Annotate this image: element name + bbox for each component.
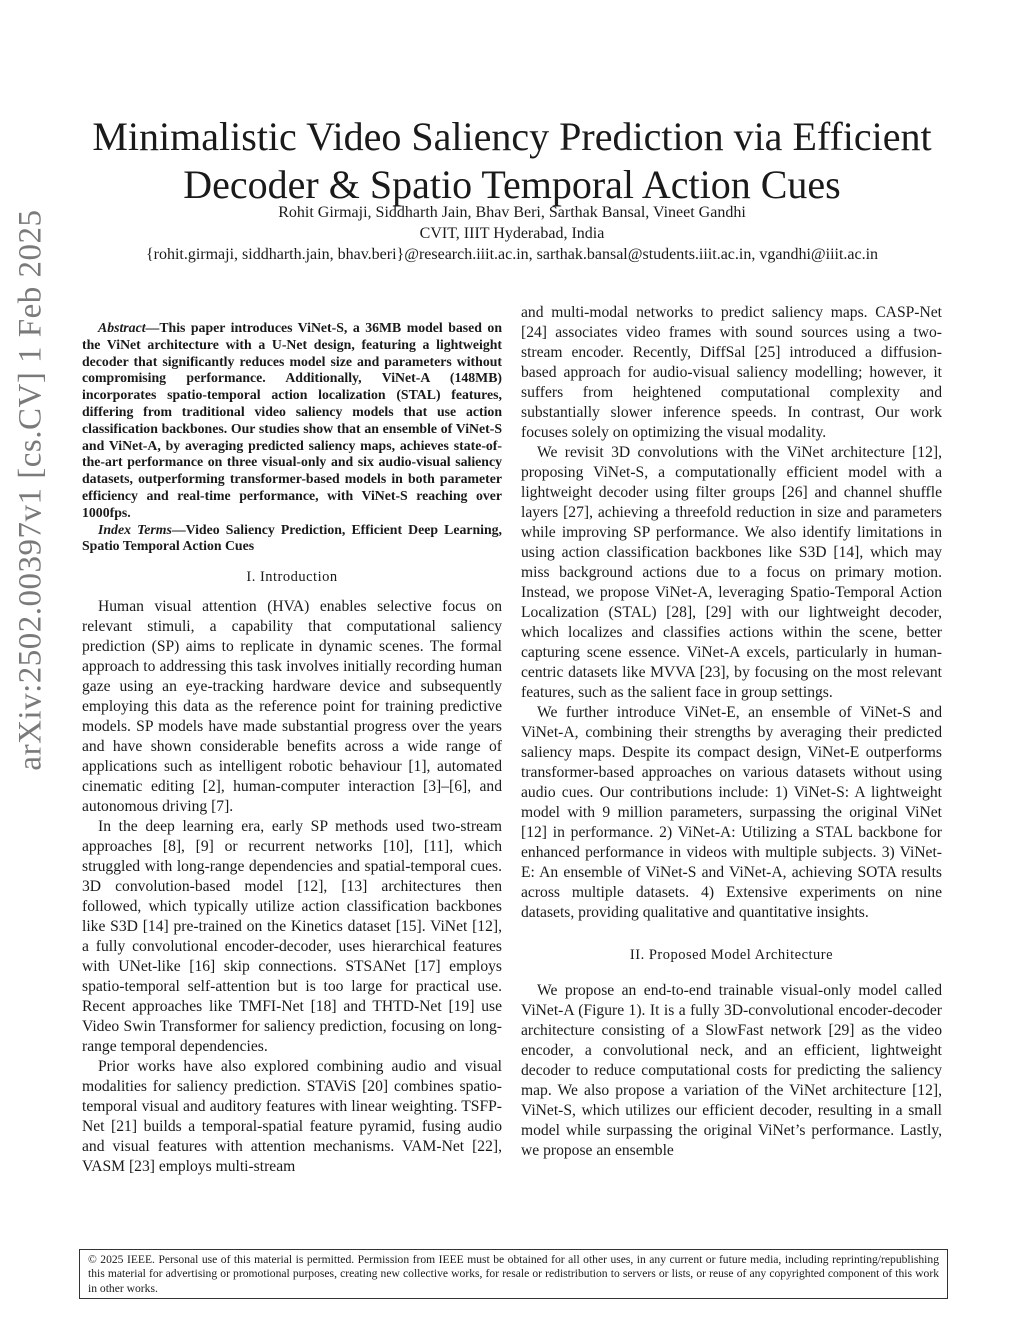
paragraph: Prior works have also explored combining audio and visual modalities for saliency prediction. STAViS [20] combines spatio-temporal visual and auditory features with linear weighting. TSFP-Net [21] builds a temporal-spatial feature pyramid, fusing audio and visual features with attention mechanisms. VAM-Net [22], VASM [23] employs multi-stream xyxy=(82,1058,502,1176)
paragraph: We propose an end-to-end trainable visual-only model called ViNet-A (Figure 1). It is a fully 3D-convolutional encoder-decoder architecture consisting of a SlowFast network [29] as the video encoder, a convolutional neck, and an efficient, lightweight decoder to reduce computational costs for predicting the saliency map. We also propose a variation of the ViNet architecture [12], ViNet-S, which utilizes our efficient decoder, resulting in a small model while surpassing the original ViNet’s performance. Lastly, we propose an ensemble xyxy=(521,982,942,1159)
paragraph: Human visual attention (HVA) enables selective focus on relevant stimuli, a capability that computational saliency prediction (SP) aims to replicate in dynamic scenes. The formal approach to addressing this task involves initially recording human gaze using an eye-tracking hardware device and subsequently employing this data as the reference point for training predictive models. SP models have made substantial progress over the years and have shown considerable benefits across a wide range of applications such as intelligent robotic behaviour [1], automated cinematic editing [2], human-computer interaction [3]–[6], and autonomous driving [7]. xyxy=(82,598,502,816)
abstract xyxy=(82,320,502,522)
left-column xyxy=(82,320,502,1177)
affiliation: CVIT, IIIT Hyderabad, India xyxy=(419,225,605,242)
abstract-label: Abstract xyxy=(98,320,146,335)
paragraph: and multi-modal networks to predict saliency maps. CASP-Net [24] associates video frames with sound sources using a two-stream encoder. Recently, DiffSal [25] introduced a diffusion-based approach for audio-visual saliency modelling; however, it suffers from heightened computational complexity and substantially slower inference speeds. In contrast, Our work focuses solely on optimizing the visual modality. xyxy=(521,304,942,441)
right-column xyxy=(521,303,942,1161)
section-heading-introduction: I. Introduction xyxy=(246,569,338,586)
index-terms-label: Index Terms xyxy=(98,521,172,537)
section-heading-architecture: II. Proposed Model Architecture xyxy=(629,947,834,963)
arxiv-identifier-text: arXiv:2502.00397v1 [cs.CV] 1 Feb 2025 xyxy=(12,209,49,771)
arxiv-identifier xyxy=(6,209,56,771)
index-terms xyxy=(82,522,502,556)
paragraph: We revisit 3D convolutions with the ViNet architecture [12], proposing ViNet-S, a computationally efficient model with a lightweight decoder using filter groups [26] and channel shuffle layers [27], achieving a threefold reduction in size and parameters while improving SP performance. We also identify limitations in using action classification backbones like S3D [14], which may miss background actions due to a focus on primary motion. Instead, we propose ViNet-A, leveraging Spatio-Temporal Action Localization (STAL) [28], [29] with our lightweight decoder, which localizes and classifies actions within the scene, better capturing scene essence. ViNet-A excels, particularly in human-centric datasets like MVVA [23], by focusing on the most relevant features, such as the salient face in group settings. xyxy=(521,444,942,701)
paper-title: Minimalistic Video Saliency Prediction via Efficient Decoder & Spatio Temporal Action Cues xyxy=(92,113,932,207)
copyright-notice: © 2025 IEEE. Personal use of this material is permitted. Permission from IEEE must be obtained for all other uses, in any current or future media, including reprinting/republishing this material for advertising or promotional purposes, creating new collective works, for resale or redistribution to servers or lists, or reuse of any copyrighted component of this work in other works. xyxy=(79,1249,948,1299)
paragraph: We further introduce ViNet-E, an ensemble of ViNet-S and ViNet-A, combining their strengths by averaging their predicted saliency maps. Despite its compact design, ViNet-E outperforms transformer-based approaches on various datasets without using audio cues. Our contributions include: 1) ViNet-S: A lightweight model with 9 million parameters, surpassing the original ViNet [12] in performance. 2) ViNet-A: Utilizing a STAL backbone for enhanced performance in videos with multiple subjects. 3) ViNet-E: An ensemble of ViNet-S and ViNet-A, achieving SOTA results across multiple datasets. 4) Extensive experiments on nine datasets, providing qualitative and quantitative insights. xyxy=(521,704,942,921)
paragraph: In the deep learning era, early SP methods used two-stream approaches [8], [9] or recurrent networks [10], [11], which struggled with long-range dependencies and spatial-temporal cues. 3D convolution-based model [12], [13] architectures then followed, which typically utilize action classification backbones like S3D [14] pre-trained on the Kinetics dataset [15]. ViNet [12], a fully convolutional encoder-decoder, uses hierarchical features with UNet-like [16] skip connections. STSANet [17] employs spatio-temporal self-attention but is too large for practical use. Recent approaches like TMFI-Net [18] and THTD-Net [19] use Video Swin Transformer for saliency prediction, focusing on long-range temporal dependencies. xyxy=(82,818,502,1056)
author-emails: {rohit.girmaji, siddharth.jain, bhav.beri}@research.iiit.ac.in, sarthak.bansal@students.iiit.ac.in, vgandhi@iiit.ac.in xyxy=(145,246,879,263)
abstract-text: —This paper introduces ViNet-S, a 36MB model based on the ViNet architecture with a U-Net design, featuring a lightweight decoder that significantly reduces model size and parameters without compromising performance. Additionally, ViNet-A (148MB) incorporates spatio-temporal action localization (STAL) features, differing from traditional video saliency models that use action classification backbones. Our studies show that an ensemble of ViNet-S and ViNet-A, by averaging predicted saliency maps, achieves state-of-the-art performance on three visual-only and six audio-visual saliency datasets, outperforming transformer-based models in both parameter efficiency and real-time performance, with ViNet-S reaching over 1000fps. xyxy=(82,320,502,520)
index-terms-text: —Video Saliency Prediction, Efficient Deep Learning, Spatio Temporal Action Cues xyxy=(82,521,503,554)
author-list: Rohit Girmaji, Siddharth Jain, Bhav Beri, Sarthak Bansal, Vineet Gandhi xyxy=(278,204,746,221)
